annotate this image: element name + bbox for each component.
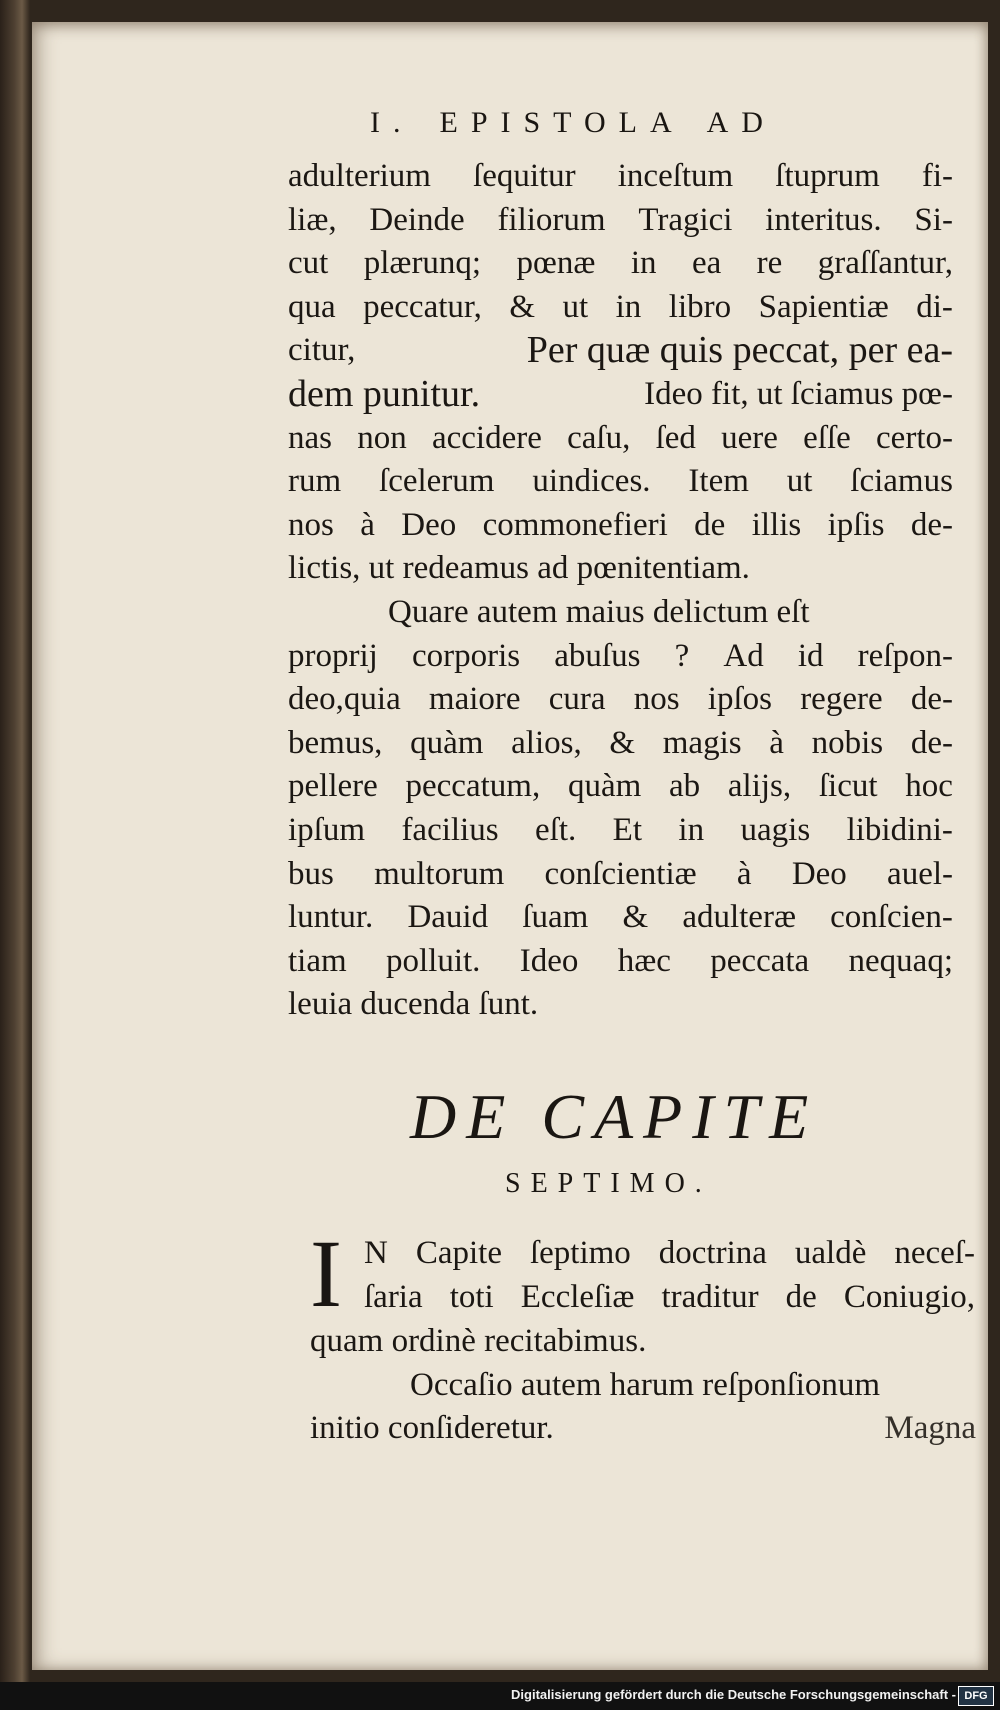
text-line: qua peccatur, & ut in libro Sapientiæ di-	[288, 288, 953, 325]
text-line: deo,quia maiore cura nos ipſos regere de-	[288, 681, 953, 718]
running-head-word2: AD	[706, 106, 776, 139]
text-line: Quare autem maius delictum eſt	[388, 593, 810, 630]
text-line: bemus, quàm alios, & magis à nobis de-	[288, 724, 953, 761]
dfg-logo-icon: DFG	[958, 1686, 994, 1706]
text-line: initio conſideretur.	[310, 1410, 554, 1447]
quotation-fragment: dem punitur.	[288, 372, 481, 415]
text-line: nas non accidere caſu, ſed uere eſſe certo-	[288, 419, 953, 456]
chapter-subheading: SEPTIMO.	[505, 1168, 712, 1199]
running-head-folio: I.	[370, 106, 414, 139]
text-line: rum ſcelerum uindices. Item ut ſciamus	[288, 463, 953, 500]
text-line: N Capite ſeptimo doctrina ualdè neceſ-	[364, 1235, 975, 1271]
text-line	[288, 373, 953, 417]
funding-credit: Digitalisierung gefördert durch die Deutsche Forschungsgemeinschaft -	[511, 1687, 956, 1702]
dropcap-paragraph	[310, 1220, 975, 1327]
running-head-word1: EPISTOLA	[439, 106, 685, 139]
text-line: Occaſio autem harum reſponſionum	[410, 1366, 881, 1403]
text-line: tiam polluit. Ideo hæc peccata nequaq;	[288, 942, 953, 979]
text-line: bus multorum conſcientiæ à Deo auel-	[288, 855, 953, 892]
text-line: nos à Deo commonefieri de illis ipſis de-	[288, 506, 953, 543]
running-head	[370, 106, 870, 146]
text-line	[288, 329, 953, 373]
catchword: Magna	[884, 1410, 976, 1446]
text-line: luntur. Dauid ſuam & adulteræ conſcien-	[288, 899, 953, 936]
digitization-footer	[0, 1682, 1000, 1710]
text-line: pellere peccatum, quàm ab alijs, ſicut hoc	[288, 768, 953, 805]
text-line: ipſum facilius eſt. Et in uagis libidini-	[288, 811, 953, 848]
quotation-fragment: Per quæ quis peccat, per ea-	[526, 329, 953, 372]
text-line: leuia ducenda ſunt.	[288, 986, 539, 1023]
text-line: liæ, Deinde filiorum Tragici interitus. Si-	[288, 201, 953, 238]
text-line: ſaria toti Eccleſiæ traditur de Coniugio,	[364, 1278, 975, 1315]
dropcap-lines	[364, 1232, 975, 1320]
drop-capital: I	[310, 1220, 342, 1327]
text-line: quam ordinè recitabimus.	[310, 1323, 647, 1359]
chapter-heading: DE CAPITE	[410, 1081, 819, 1152]
text-line: proprij corporis abuſus ? Ad id reſpon-	[288, 637, 953, 674]
text-line: adulterium ſequitur inceſtum ſtuprum fi-	[288, 158, 953, 194]
body-text	[288, 155, 953, 1027]
text-line: cut plærunq; pœnæ in ea re graſſantur,	[288, 245, 953, 282]
text-fragment: citur,	[288, 332, 356, 369]
text-line: lictis, ut redeamus ad pœnitentiam.	[288, 550, 750, 587]
text-fragment: Ideo fit, ut ſciamus pœ-	[644, 375, 953, 412]
